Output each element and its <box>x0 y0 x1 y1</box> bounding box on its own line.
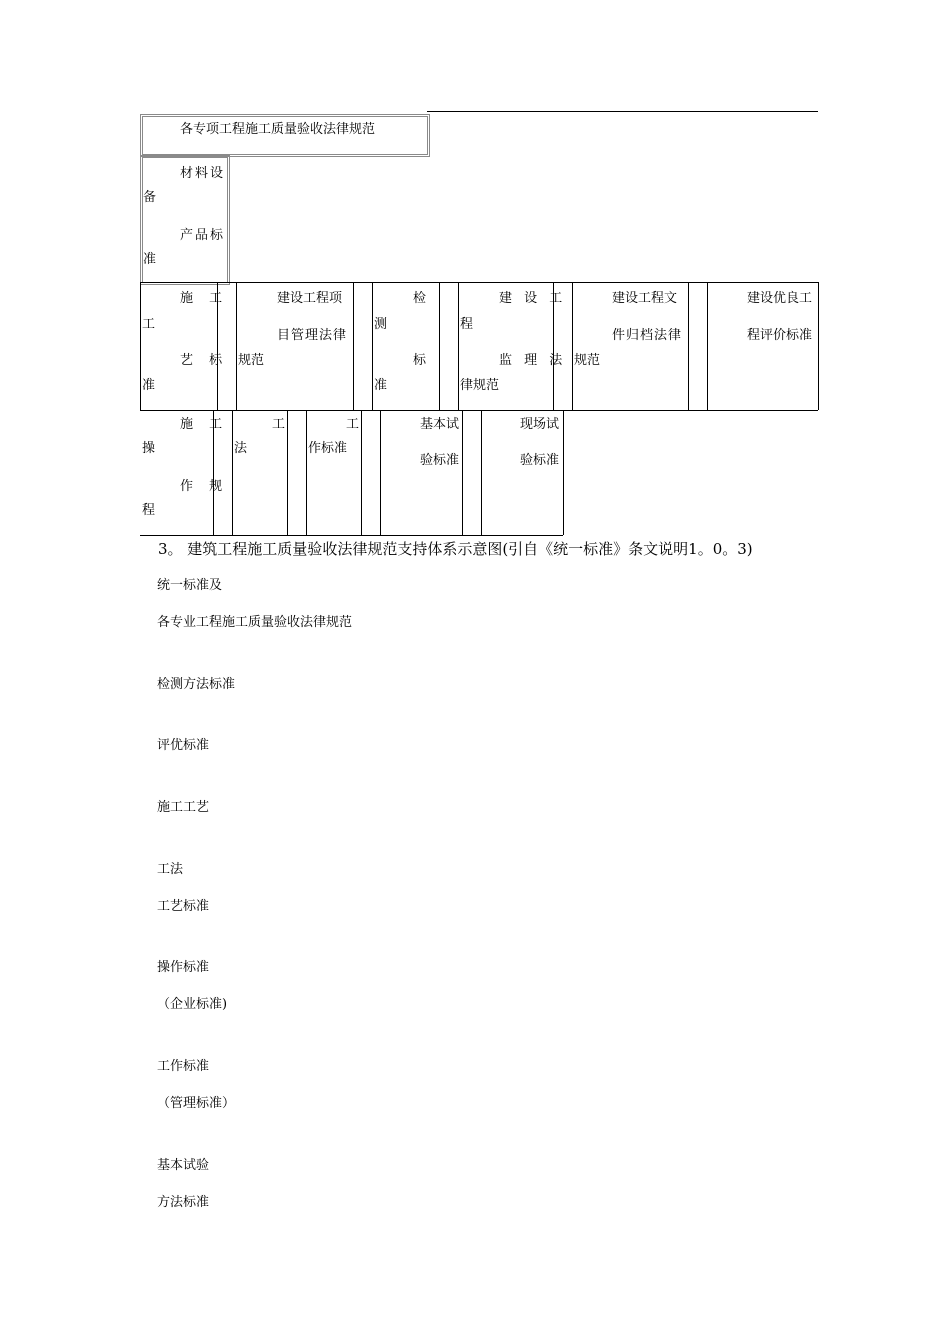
row1-cell0-a: 施 工 <box>180 291 229 306</box>
row1-border <box>572 282 573 410</box>
row1-cell2-d: 准 <box>374 378 388 393</box>
row2-border <box>380 410 381 535</box>
row1-border <box>140 282 141 410</box>
row1-cell3-a: 建 设 工 <box>499 291 567 306</box>
row1-cell0-d: 准 <box>142 378 156 393</box>
note-item: 评优标准 <box>157 738 210 753</box>
note-item: 统一标准及 <box>157 578 223 593</box>
row2-cell4-a: 现场试 <box>520 417 560 432</box>
note-item: 操作标准 <box>157 960 210 975</box>
row2-cell1-b: 法 <box>234 441 248 456</box>
row2-border <box>361 410 362 535</box>
note-item: （企业标准) <box>157 997 228 1012</box>
row1-border <box>353 282 354 410</box>
top-rule <box>427 111 818 112</box>
material-line2b: 准 <box>143 252 157 267</box>
figure-caption: 3。 建筑工程施工质量验收法律规范支持体系示意图(引自《统一标准》条文说明1。0。3) <box>158 540 753 558</box>
row2-cell0-c: 作 规 <box>180 479 229 494</box>
material-line1b: 备 <box>143 190 157 205</box>
row2-cell2-b: 作标准 <box>308 441 348 456</box>
row1-border <box>372 282 373 410</box>
row1-cell5-a: 建设优良工 <box>747 291 813 306</box>
row1-border <box>236 282 237 410</box>
note-item: 基本试验 <box>157 1158 210 1173</box>
row2-cell3-a: 基本试 <box>420 417 460 432</box>
spec-title-box <box>140 114 430 157</box>
row1-cell0-b: 工 <box>142 317 156 332</box>
row1-cell2-c: 标 <box>413 353 427 368</box>
row1-cell3-b: 程 <box>460 317 474 332</box>
material-line2a: 产品标 <box>180 228 226 243</box>
row1-cell4-a: 建设工程文 <box>612 291 678 306</box>
row1-cell2-a: 检 <box>413 291 427 306</box>
row1-cell0-c: 艺 标 <box>180 353 229 368</box>
row2-border <box>481 410 482 535</box>
row1-cell1-c: 规范 <box>238 353 265 368</box>
row1-cell1-b: 目管理法律 <box>277 328 348 343</box>
note-item: 工作标准 <box>157 1059 210 1074</box>
material-line1a: 材料设 <box>180 166 226 181</box>
row1-border <box>707 282 708 410</box>
row2-bottom-border <box>140 535 563 536</box>
row1-bottom-border <box>140 410 818 411</box>
row2-cell3-b: 验标准 <box>420 453 460 468</box>
note-item: 方法标准 <box>157 1195 210 1210</box>
row1-border <box>439 282 440 410</box>
row1-border <box>458 282 459 410</box>
row2-cell2-a: 工 <box>346 417 360 432</box>
material-standard-box <box>140 155 230 285</box>
row2-border <box>287 410 288 535</box>
row1-border <box>818 282 819 410</box>
row1-cell5-b: 程评价标准 <box>747 328 813 343</box>
note-item: 各专业工程施工质量验收法律规范 <box>157 615 353 630</box>
row1-cell3-c: 监 理 法 <box>499 353 567 368</box>
row2-cell4-b: 验标准 <box>520 453 560 468</box>
row1-cell4-c: 规范 <box>574 353 601 368</box>
note-item: 工艺标准 <box>157 899 210 914</box>
note-item: 检测方法标准 <box>157 677 236 692</box>
row2-cell0-a: 施 工 <box>180 417 229 432</box>
row1-cell1-a: 建设工程项 <box>277 291 343 306</box>
row1-top-border <box>140 282 818 283</box>
spec-title-text: 各专项工程施工质量验收法律规范 <box>180 122 376 137</box>
row2-border <box>306 410 307 535</box>
row1-cell3-d: 律规范 <box>460 378 500 393</box>
row1-border <box>688 282 689 410</box>
row2-cell0-b: 操 <box>142 441 156 456</box>
note-item: 施工工艺 <box>157 800 210 815</box>
row1-cell2-b: 测 <box>374 317 388 332</box>
note-item: （管理标准） <box>157 1096 236 1111</box>
row2-border <box>563 410 564 535</box>
row2-border <box>462 410 463 535</box>
row2-cell1-a: 工 <box>272 417 286 432</box>
note-item: 工法 <box>157 862 184 877</box>
row2-cell0-d: 程 <box>142 503 156 518</box>
row1-cell4-b: 件归档法律 <box>612 328 683 343</box>
row2-border <box>232 410 233 535</box>
